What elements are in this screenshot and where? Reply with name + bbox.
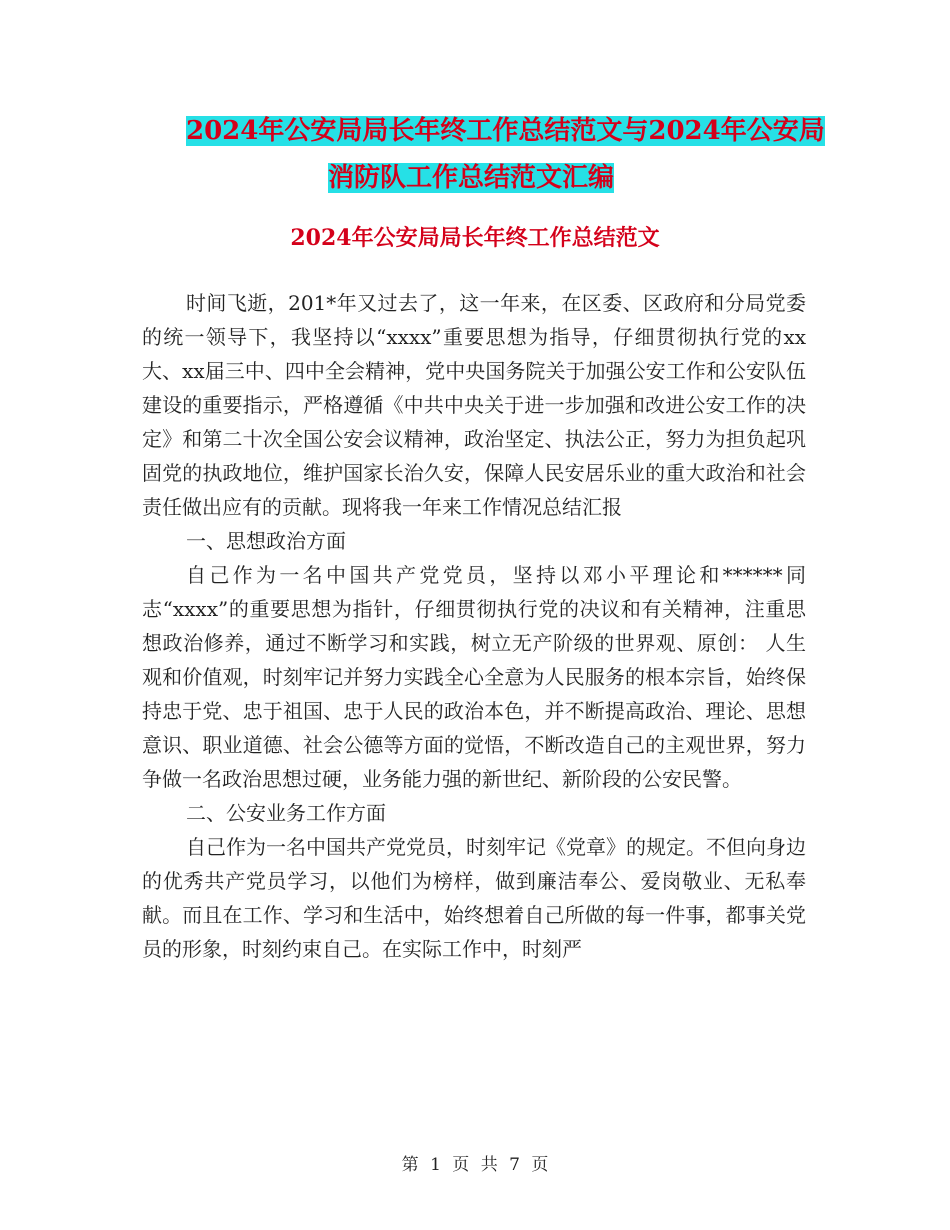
document-body: [142, 286, 806, 966]
page-footer: 第 1 页 共 7 页: [401, 1155, 549, 1175]
paragraph-intro: 时间飞逝，201*年又过去了，这一年来，在区委、区政府和分局党委的统一领导下，我坚持以“xxxx”重要思想为指导，仔细贯彻执行党的xx大、xx届三中、四中全会精神，党中央国务院关于加强公安工作和公安队伍建设的重要指示，严格遵循《中共中央关于进一步加强和改进公安工作的决定》和第二十次全国公安会议精神，政治坚定、执法公正，努力为担负起巩固党的执政地位，维护国家长治久安，保障人民安居乐业的重大政治和社会责任做出应有的贡献。现将我一年来工作情况总结汇报: [142, 291, 806, 519]
section-title: 2024年公安局局长年终工作总结范文: [290, 225, 660, 251]
paragraph-police-work: 自己作为一名中国共产党党员，时刻牢记《党章》的规定。不但向身边的优秀共产党员学习，以他们为榜样，做到廉洁奉公、爱岗敬业、无私奉献。而且在工作、学习和生活中，始终想着自己所做的每一件事，都事关党员的形象，时刻约束自己。在实际工作中，时刻严: [142, 835, 806, 961]
document-title-line-2: 消防队工作总结范文汇编: [328, 163, 615, 193]
document-title-line-1: 2024年公安局局长年终工作总结范文与2024年公安局: [186, 116, 825, 146]
paragraph-political-thought: 自己作为一名中国共产党党员，坚持以邓小平理论和******同志“xxxx”的重要思想为指针，仔细贯彻执行党的决议和有关精神，注重思想政治修养，通过不断学习和实践，树立无产阶级的世界观、原创： 人生观和价值观，时刻牢记并努力实践全心全意为人民服务的根本宗旨，始终保持忠于党、忠于祖国、忠于人民的政治本色，并不断提高政治、理论、思想意识、职业道德、社会公德等方面的觉悟，不断改造自己的主观世界，努力争做一名政治思想过硬，业务能力强的新世纪、新阶段的公安民警。: [142, 563, 806, 791]
heading-police-work: 二、公安业务工作方面: [186, 801, 386, 825]
document-title: [0, 108, 950, 202]
heading-political-thought: 一、思想政治方面: [186, 529, 346, 553]
